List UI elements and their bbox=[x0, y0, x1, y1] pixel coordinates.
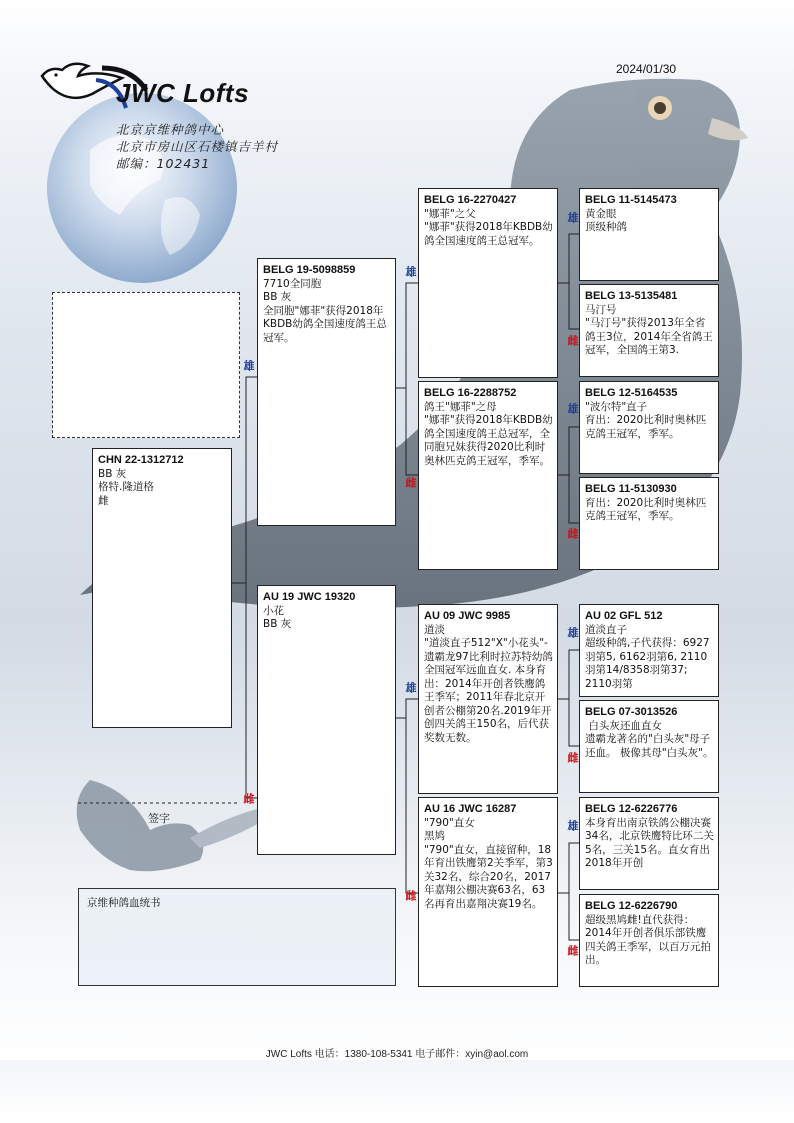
dam-dam-box bbox=[418, 797, 558, 987]
sire-sire-line: "娜菲"获得2018年KBDB幼鸽全国速度鸽王总冠军。 bbox=[424, 221, 553, 247]
ds-dam-box bbox=[579, 700, 719, 793]
sd-dam-line: 育出：2020比利时奥林匹克鸽王冠军，季军。 bbox=[585, 496, 707, 522]
ds-dam-ring: BELG 07-3013526 bbox=[585, 706, 678, 718]
photo-placeholder bbox=[52, 292, 240, 438]
female-marker: 雌 bbox=[566, 945, 579, 955]
dam-sire-ring: AU 09 JWC 9985 bbox=[424, 610, 511, 622]
sire-box bbox=[257, 258, 396, 526]
male-marker: 雄 bbox=[404, 682, 417, 692]
ss-dam-box bbox=[579, 284, 719, 377]
female-marker: 雌 bbox=[242, 793, 255, 803]
subject-box bbox=[92, 448, 232, 728]
male-marker: 雄 bbox=[404, 266, 417, 276]
dd-sire-box bbox=[579, 797, 719, 890]
subject-line: 格特.隆道格 bbox=[98, 481, 154, 493]
dd-dam-box bbox=[579, 894, 719, 987]
subject-line: BB 灰 bbox=[98, 467, 127, 480]
dam-box bbox=[257, 585, 396, 855]
sire-dam-ring: BELG 16-2288752 bbox=[424, 387, 517, 399]
male-marker: 雄 bbox=[566, 627, 579, 637]
female-marker: 雌 bbox=[566, 335, 579, 345]
sd-sire-line: "波尔特"直子 bbox=[585, 400, 648, 413]
address-line-2: 北京市房山区石楼镇吉羊村 bbox=[116, 139, 279, 154]
sire-line: 7710全同胞 bbox=[263, 277, 322, 290]
dd-dam-ring: BELG 12-6226790 bbox=[585, 900, 678, 912]
ds-sire-ring: AU 02 GFL 512 bbox=[585, 610, 663, 622]
sd-dam-box bbox=[579, 477, 719, 570]
ds-sire-line: 超级种鸽,子代获得：6927羽第5, 6162羽第6, 2110羽第14/8358羽第37; 2110羽第 bbox=[585, 637, 710, 690]
certificate-panel bbox=[78, 888, 396, 986]
ds-dam-line: 白头灰还血直女 bbox=[585, 719, 662, 732]
sire-sire-line: "娜菲"之父 bbox=[424, 207, 476, 220]
dam-sire-line: 道淡 bbox=[424, 623, 445, 636]
ss-sire-ring: BELG 11-5145473 bbox=[585, 194, 677, 206]
ss-dam-line: "马汀号"获得2013年全省鸽王3位，2014年全省鸽王冠军，全国鸽王第3. bbox=[585, 317, 713, 356]
subject-line: 雌 bbox=[98, 494, 109, 507]
sire-dam-line: 鸽王"娜菲"之母 bbox=[424, 400, 497, 413]
male-marker: 雄 bbox=[566, 403, 579, 413]
male-marker: 雄 bbox=[242, 360, 255, 370]
dd-dam-line: 超级黑鸠雌!直代获得：2014年开创者俱乐部铁鹰四关鸽王季军，以百万元拍出。 bbox=[585, 913, 711, 966]
sire-dam-line: "娜菲"获得2018年KBDB幼鸽全国速度鸽王总冠军，全同胞兄妹获得2020比利时奥林匹克鸽王冠军，季军。 bbox=[424, 414, 553, 467]
ss-sire-line: 顶级种鸽 bbox=[585, 221, 627, 233]
female-marker: 雌 bbox=[566, 752, 579, 762]
dam-sire-line: "道淡直子512"X"小花头"-遗霸龙97比利时拉苏特幼鸽全国冠军远血直女. 本身育出：2014年开创者铁鹰鸽王季军；2011年春北京开创者公棚第20名.2019年开创四关鸽王150名，后代获奖数无数。 bbox=[424, 637, 553, 744]
sire-sire-box bbox=[418, 188, 558, 378]
female-marker: 雌 bbox=[566, 528, 579, 538]
certificate-title: 京维种鸽血统书 bbox=[87, 897, 161, 909]
sire-ring: BELG 19-5098859 bbox=[263, 264, 356, 276]
print-date: 2024/01/30 bbox=[616, 62, 677, 76]
dam-line: BB 灰 bbox=[263, 618, 292, 630]
dam-sire-box bbox=[418, 604, 558, 794]
sire-dam-box bbox=[418, 381, 558, 570]
dd-sire-line: 本身育出南京铁鸽公棚决赛34名，北京铁鹰特比环二关5名，三关15名。直女育出2018年开创 bbox=[585, 816, 714, 869]
footer-contact: JWC Lofts 电话：1380-108-5341 电子邮件：xyin@aol.com bbox=[265, 1049, 529, 1060]
sire-sire-ring: BELG 16-2270427 bbox=[424, 194, 517, 206]
dam-dam-line: 黑鸠 bbox=[424, 830, 445, 842]
ds-sire-line: 道淡直子 bbox=[585, 623, 627, 636]
dam-dam-line: "790"直女 bbox=[424, 816, 475, 829]
subject-ring: CHN 22-1312712 bbox=[98, 454, 184, 466]
signature-label: 签字 bbox=[148, 812, 170, 825]
sd-sire-ring: BELG 12-5164535 bbox=[585, 387, 678, 399]
female-marker: 雌 bbox=[404, 890, 417, 900]
sd-sire-line: 育出：2020比利时奥林匹克鸽王冠军，季军。 bbox=[585, 414, 707, 440]
ds-dam-line: 遗霸龙著名的"白头灰"母子还血。 极像其母"白头灰"。 bbox=[585, 733, 714, 759]
sd-dam-ring: BELG 11-5130930 bbox=[585, 483, 677, 495]
brand-name: JWC Lofts bbox=[116, 78, 250, 108]
address-line-1: 北京京维种鸽中心 bbox=[116, 122, 225, 137]
sd-sire-box bbox=[579, 381, 719, 474]
dam-line: 小花 bbox=[263, 604, 284, 617]
male-marker: 雄 bbox=[566, 212, 579, 222]
dam-dam-line: "790"直女，直接留种，18年育出铁鹰第2关季军，第3关32名，综合20名，2017年嘉翔公棚决赛63名，63名再育出嘉翔决赛19名。 bbox=[424, 843, 553, 910]
sire-line: 全同胞"娜菲"获得2018年KBDB幼鸽全国速度鸽王总冠军。 bbox=[263, 304, 387, 344]
dam-ring: AU 19 JWC 19320 bbox=[263, 591, 356, 603]
ss-dam-line: 马汀号 bbox=[585, 303, 617, 316]
female-marker: 雌 bbox=[404, 477, 417, 487]
ss-sire-line: 黄金眼 bbox=[585, 207, 617, 220]
ss-dam-ring: BELG 13-5135481 bbox=[585, 290, 678, 302]
dam-dam-ring: AU 16 JWC 16287 bbox=[424, 803, 517, 815]
male-marker: 雄 bbox=[566, 820, 579, 830]
ss-sire-box bbox=[579, 188, 719, 281]
address-line-3: 邮编：102431 bbox=[116, 156, 211, 171]
dd-sire-ring: BELG 12-6226776 bbox=[585, 803, 678, 815]
ds-sire-box bbox=[579, 604, 719, 697]
sire-line: BB 灰 bbox=[263, 291, 292, 303]
